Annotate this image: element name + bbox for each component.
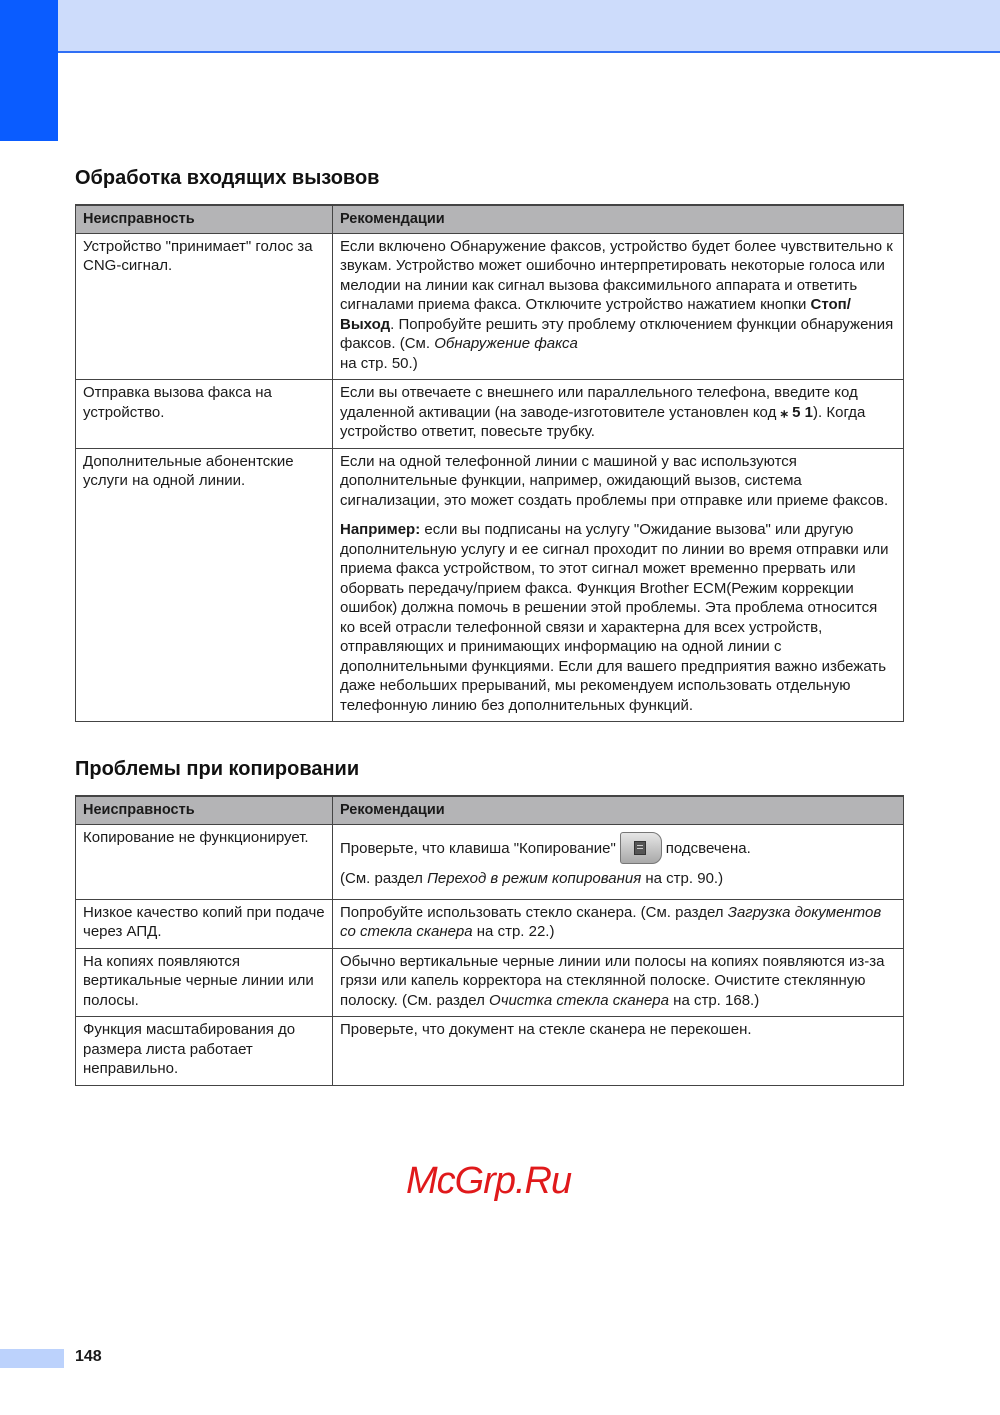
- watermark: McGrp.Ru: [406, 1160, 572, 1202]
- page-number: 148: [75, 1348, 102, 1365]
- text: если вы подписаны на услугу "Ожидание вызова" или другую дополнительную услугу и ее сигнал проходит по линии во время отправки или приема факса устройством, то этот сигнал может временно прервать или оборвать передачу/прием факса. Функция Brother ECM(Режим коррекции ошибок) должна помочь в решении этой проблемы. Эта проблема относится ко всей отрасли телефонной связи и характерна для всех устройств, отправляющих и принимающих информацию на одной линии с дополнительными функциями. Если для вашего предприятия важно избежать даже небольших прерываний, мы рекомендуем использовать отдельную телефонную линию без дополнительных функций.: [340, 521, 889, 714]
- problem-cell: Отправка вызова факса на устройство.: [76, 380, 333, 449]
- text: Обычно вертикальные черные линии или полосы на копиях появляются из-за грязи или капель корректора на стеклянной полоске. Очистите стеклянную полоску. (См. раздел: [340, 952, 885, 1009]
- header-band: [0, 0, 1000, 53]
- table-row: [76, 233, 904, 380]
- problem-cell: Низкое качество копий при подаче через АПД.: [76, 899, 333, 948]
- table-header-row: [76, 205, 904, 233]
- recommendation-cell: [333, 448, 904, 722]
- copy-key-icon: [620, 832, 662, 864]
- incoming-calls-table: [75, 204, 904, 722]
- copy-problems-table: [75, 795, 904, 1086]
- button-name: Стоп/Выход: [340, 296, 851, 333]
- problem-cell: Устройство "принимает" голос за CNG-сигнал.: [76, 233, 333, 380]
- text: Если вы отвечаете с внешнего или параллельного телефона, введите код удаленной активации (на заводе-изготовителе установлен код: [340, 384, 858, 421]
- table-row: [76, 824, 904, 899]
- example-label: Например:: [340, 521, 421, 538]
- section-title-incoming-calls: Обработка входящих вызовов: [75, 167, 380, 189]
- text: Попробуйте использовать стекло сканера. (См. раздел: [340, 903, 728, 921]
- problem-cell: Копирование не функционирует.: [76, 824, 333, 899]
- recommendation-cell: [333, 899, 904, 948]
- header-recommendation: Рекомендации: [333, 205, 904, 233]
- recommendation-cell: Проверьте, что документ на стекле сканера не перекошен.: [333, 1017, 904, 1086]
- table-row: [76, 899, 904, 948]
- cross-reference: Переход в режим копирования: [427, 869, 642, 887]
- text: на стр. 50.): [340, 354, 418, 372]
- text: Если включено Обнаружение факсов, устройство будет более чувствительно к звукам. Устройство может ошибочно интерпретировать некоторые голоса или мелодии на линии как сигнал вызова факсимильного аппарата и ответить сигналами приема факса. Отключите устройство нажатием кнопки: [340, 237, 893, 313]
- header-problem: Неисправность: [76, 796, 333, 824]
- table-row: [76, 448, 904, 722]
- section-title-copy-problems: Проблемы при копировании: [75, 758, 360, 780]
- table-row: [76, 380, 904, 449]
- cross-reference: Обнаружение факса: [434, 335, 578, 352]
- recommendation-cell: [333, 824, 904, 899]
- text: (См. раздел: [340, 869, 428, 887]
- code: ⁎ 5 1: [780, 403, 814, 421]
- text: . Попробуйте решить эту проблему отключением функции обнаружения факсов. (См.: [340, 315, 894, 352]
- text: на стр. 22.): [472, 923, 555, 940]
- problem-cell: Функция масштабирования до размера листа работает неправильно.: [76, 1017, 333, 1086]
- page-number-bar: [0, 1349, 64, 1368]
- paragraph: [340, 520, 896, 715]
- problem-cell: На копиях появляются вертикальные черные линии или полосы.: [76, 948, 333, 1017]
- cross-reference: Очистка стекла сканера: [489, 991, 669, 1009]
- text: ). Когда устройство ответит, повесьте трубку.: [340, 403, 866, 440]
- recommendation-cell: [333, 380, 904, 449]
- header-recommendation: Рекомендации: [333, 796, 904, 824]
- header-problem: Неисправность: [76, 205, 333, 233]
- paragraph: Если на одной телефонной линии с машиной у вас используются дополнительные функции, например, ожидающий вызов, система сигнализации, это может создать проблемы при отправке или приеме факсов.: [340, 452, 889, 509]
- text: на стр. 90.): [641, 869, 724, 887]
- recommendation-cell: [333, 233, 904, 380]
- recommendation-cell: [333, 948, 904, 1017]
- problem-cell: Дополнительные абонентские услуги на одной линии.: [76, 448, 333, 722]
- chapter-tab: [0, 0, 58, 141]
- text: Проверьте, что клавиша "Копирование": [340, 839, 616, 857]
- table-row: [76, 948, 904, 1017]
- cross-reference: Загрузка документов со стекла сканера: [340, 903, 882, 940]
- table-row: [76, 1017, 904, 1086]
- text: на стр. 168.): [669, 991, 760, 1009]
- table-header-row: [76, 796, 904, 824]
- text: подсвечена.: [665, 839, 751, 857]
